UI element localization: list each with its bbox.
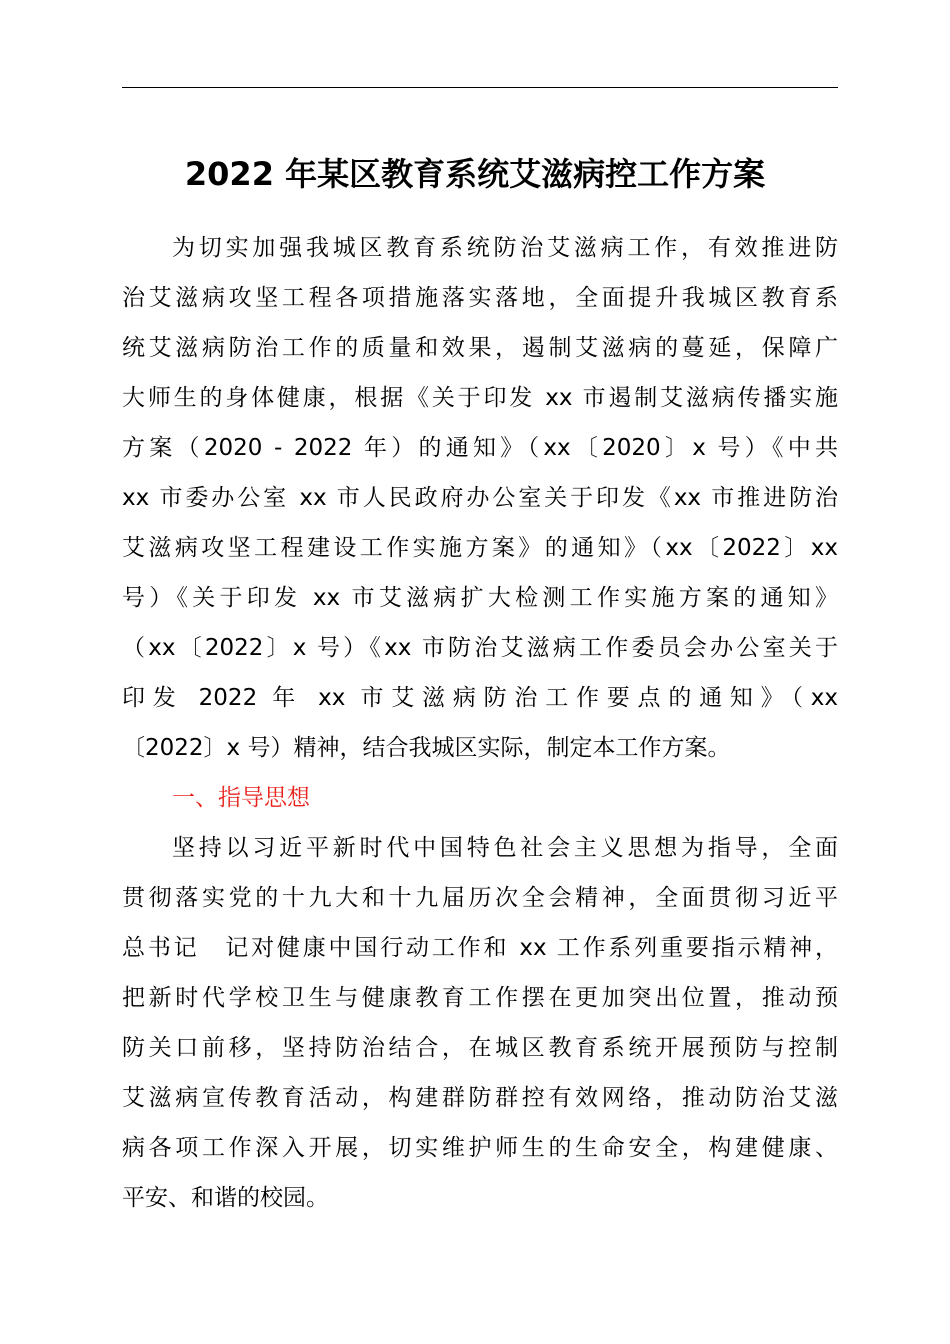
paragraph-line: xx 市委办公室 xx 市人民政府办公室关于印发《xx 市推进防治 <box>122 485 838 511</box>
header-rule <box>122 87 838 88</box>
paragraph-line: 方案（2020 - 2022 年）的通知》（xx〔2020〕x 号）《中共 <box>122 435 838 461</box>
paragraph-line: 贯彻落实党的十九大和十九届历次全会精神，全面贯彻习近平 <box>122 885 838 911</box>
paragraph-line: 艾滋病攻坚工程建设工作实施方案》的通知》（xx〔2022〕xx <box>122 535 838 561</box>
paragraph-line: 为切实加强我城区教育系统防治艾滋病工作，有效推进防 <box>172 235 838 261</box>
paragraph-line: 治艾滋病攻坚工程各项措施落实落地，全面提升我城区教育系 <box>122 285 838 311</box>
paragraph-line: 坚持以习近平新时代中国特色社会主义思想为指导，全面 <box>172 835 838 861</box>
paragraph-line: 防关口前移，坚持防治结合，在城区教育系统开展预防与控制 <box>122 1035 838 1061</box>
paragraph-line: 印发 2022 年 xx 市艾滋病防治工作要点的通知》（xx <box>122 685 838 711</box>
paragraph-line: 大师生的身体健康，根据《关于印发 xx 市遏制艾滋病传播实施 <box>122 385 838 411</box>
paragraph-line: （xx〔2022〕x 号）《xx 市防治艾滋病工作委员会办公室关于 <box>122 635 838 661</box>
paragraph-line: 总书记 记对健康中国行动工作和 xx 工作系列重要指示精神， <box>122 935 838 961</box>
paragraph-line: 艾滋病宣传教育活动，构建群防群控有效网络，推动防治艾滋 <box>122 1085 838 1111</box>
section-heading-guiding-ideology: 一、指导思想 <box>172 785 310 811</box>
paragraph-line: 把新时代学校卫生与健康教育工作摆在更加突出位置，推动预 <box>122 985 838 1011</box>
paragraph-line: 病各项工作深入开展，切实维护师生的生命安全，构建健康、 <box>122 1135 838 1161</box>
paragraph-line: 号）《关于印发 xx 市艾滋病扩大检测工作实施方案的通知》 <box>122 585 838 611</box>
paragraph-line: 〔2022〕x 号）精神，结合我城区实际，制定本工作方案。 <box>122 735 731 761</box>
document-title: 2022 年某区教育系统艾滋病控工作方案 <box>184 155 766 193</box>
paragraph-line: 统艾滋病防治工作的质量和效果，遏制艾滋病的蔓延，保障广 <box>122 335 838 361</box>
paragraph-line: 平安、和谐的校园。 <box>122 1185 329 1211</box>
